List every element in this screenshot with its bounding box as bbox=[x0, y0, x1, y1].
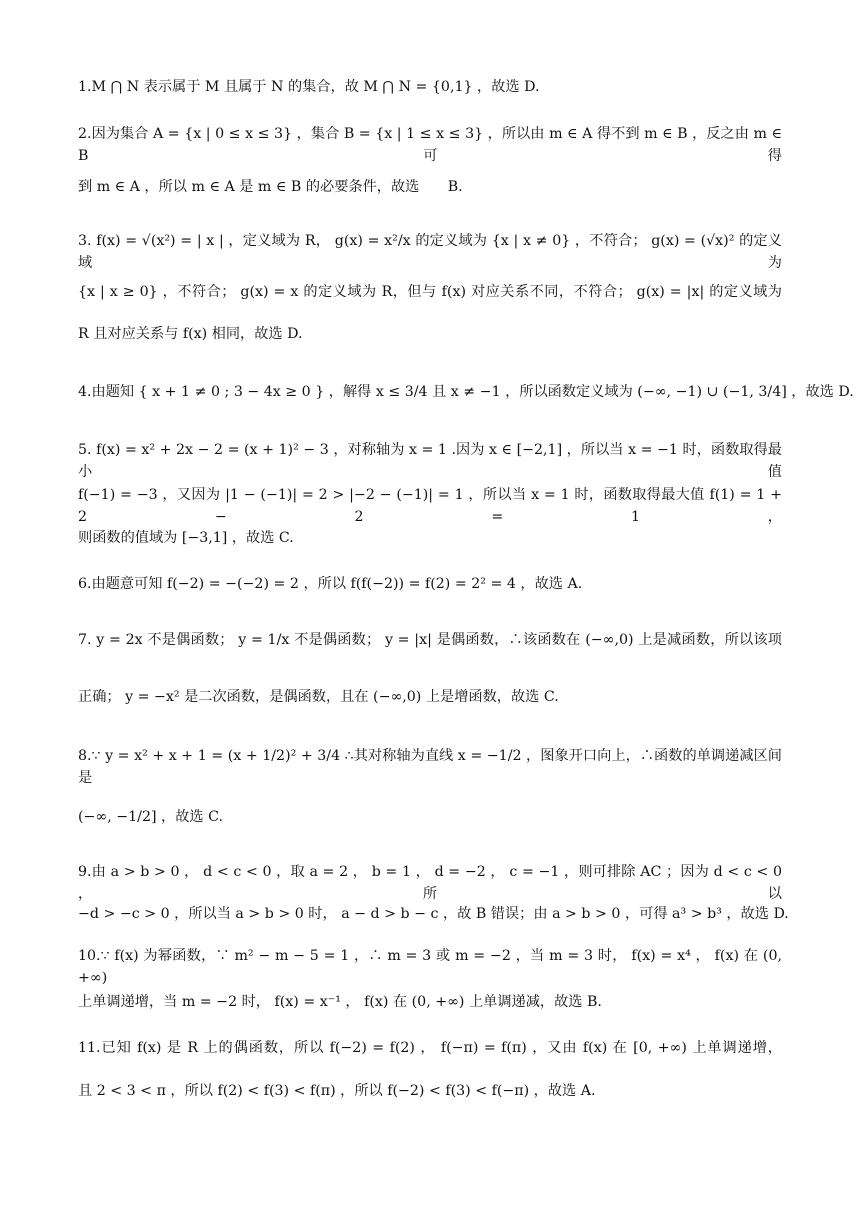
solution-11-line-2: 且 2 < 3 < π ，所以 f(2) < f(3) < f(π) ，所以 f(−2) < f(3) < f(−π) ，故选 A. bbox=[78, 1083, 596, 1099]
solution-2-line-2: 到 m ∈ A ，所以 m ∈ A 是 m ∈ B 的必要条件，故选 B. bbox=[78, 179, 463, 195]
solution-3-line-3: R 且对应关系与 f(x) 相同，故选 D. bbox=[78, 326, 303, 342]
solution-5-line-2: f(−1) = −3 ，又因为 |1 − (−1)| = 2 > |−2 − (−1)| = 1 ，所以当 x = 1 时，函数取得最大值 f(1) = 1 + 2 − 2 = 1 ， bbox=[78, 487, 782, 525]
solution-3-line-2: {x | x ≥ 0} ，不符合； g(x) = x 的定义域为 R，但与 f(x) 对应关系不同，不符合； g(x) = |x| 的定义域为 bbox=[78, 284, 782, 300]
solution-5-line-3: 则函数的值域为 [−3,1] ，故选 C. bbox=[78, 530, 294, 546]
solution-2-line-1: 2.因为集合 A = {x | 0 ≤ x ≤ 3} ，集合 B = {x | 1 ≤ x ≤ 3} ，所以由 m ∈ A 得不到 m ∈ B ，反之由 m ∈ B 可得 bbox=[78, 126, 782, 164]
solution-8-line-2: (−∞, −1/2] ，故选 C. bbox=[78, 809, 223, 825]
solution-8-line-1: 8.∵ y = x² + x + 1 = (x + 1/2)² + 3/4 ∴其对称轴为直线 x = −1/2 ，图象开口向上，∴函数的单调递减区间是 bbox=[78, 748, 782, 786]
solution-7-line-2: 正确； y = −x² 是二次函数，是偶函数，且在 (−∞,0) 上是增函数，故选 C. bbox=[78, 689, 559, 705]
solution-11-line-1: 11.已知 f(x) 是 R 上的偶函数，所以 f(−2) = f(2) ， f(−π) = f(π) ，又由 f(x) 在 [0, +∞) 上单调递增， bbox=[78, 1040, 782, 1056]
solution-10-line-1: 10.∵ f(x) 为幂函数，∵ m² − m − 5 = 1 ，∴ m = 3 或 m = −2 ，当 m = 3 时， f(x) = x⁴ ， f(x) 在 (0, +∞) bbox=[78, 948, 782, 986]
solution-6: 6.由题意可知 f(−2) = −(−2) = 2 ，所以 f(f(−2)) = f(2) = 2² = 4 ，故选 A. bbox=[78, 576, 583, 592]
solution-9-line-2: −d > −c > 0 ，所以当 a > b > 0 时， a − d > b − c ，故 B 错误；由 a > b > 0 ，可得 a³ > b³ ，故选 D. bbox=[78, 906, 789, 922]
solution-10-line-2: 上单调递增，当 m = −2 时， f(x) = x⁻¹ ， f(x) 在 (0, +∞) 上单调递减，故选 B. bbox=[78, 994, 602, 1010]
solution-5-line-1: 5. f(x) = x² + 2x − 2 = (x + 1)² − 3 ，对称轴为 x = 1 .因为 x ∈ [−2,1] ，所以当 x = −1 时，函数取得最小值 bbox=[78, 442, 782, 480]
solution-3-line-1: 3. f(x) = √(x²) = | x | ，定义域为 R， g(x) = x²/x 的定义域为 {x | x ≠ 0} ，不符合； g(x) = (√x)² 的定义域为 bbox=[78, 233, 782, 271]
solution-4: 4.由题知 { x + 1 ≠ 0 ; 3 − 4x ≥ 0 } ，解得 x ≤ 3/4 且 x ≠ −1 ，所以函数定义域为 (−∞, −1) ∪ (−1, 3/4] ，故选 D. bbox=[78, 384, 854, 400]
solution-9-line-1: 9.由 a > b > 0 ， d < c < 0 ，取 a = 2 ， b = 1 ， d = −2 ， c = −1 ，则可排除 AC ；因为 d < c < 0 ，所以 bbox=[78, 864, 782, 902]
solution-7-line-1: 7. y = 2x 不是偶函数； y = 1/x 不是偶函数； y = |x| 是偶函数，∴该函数在 (−∞,0) 上是减函数，所以该项 bbox=[78, 632, 782, 648]
solution-1: 1.M ⋂ N 表示属于 M 且属于 N 的集合，故 M ⋂ N = {0,1} ，故选 D. bbox=[78, 79, 540, 95]
